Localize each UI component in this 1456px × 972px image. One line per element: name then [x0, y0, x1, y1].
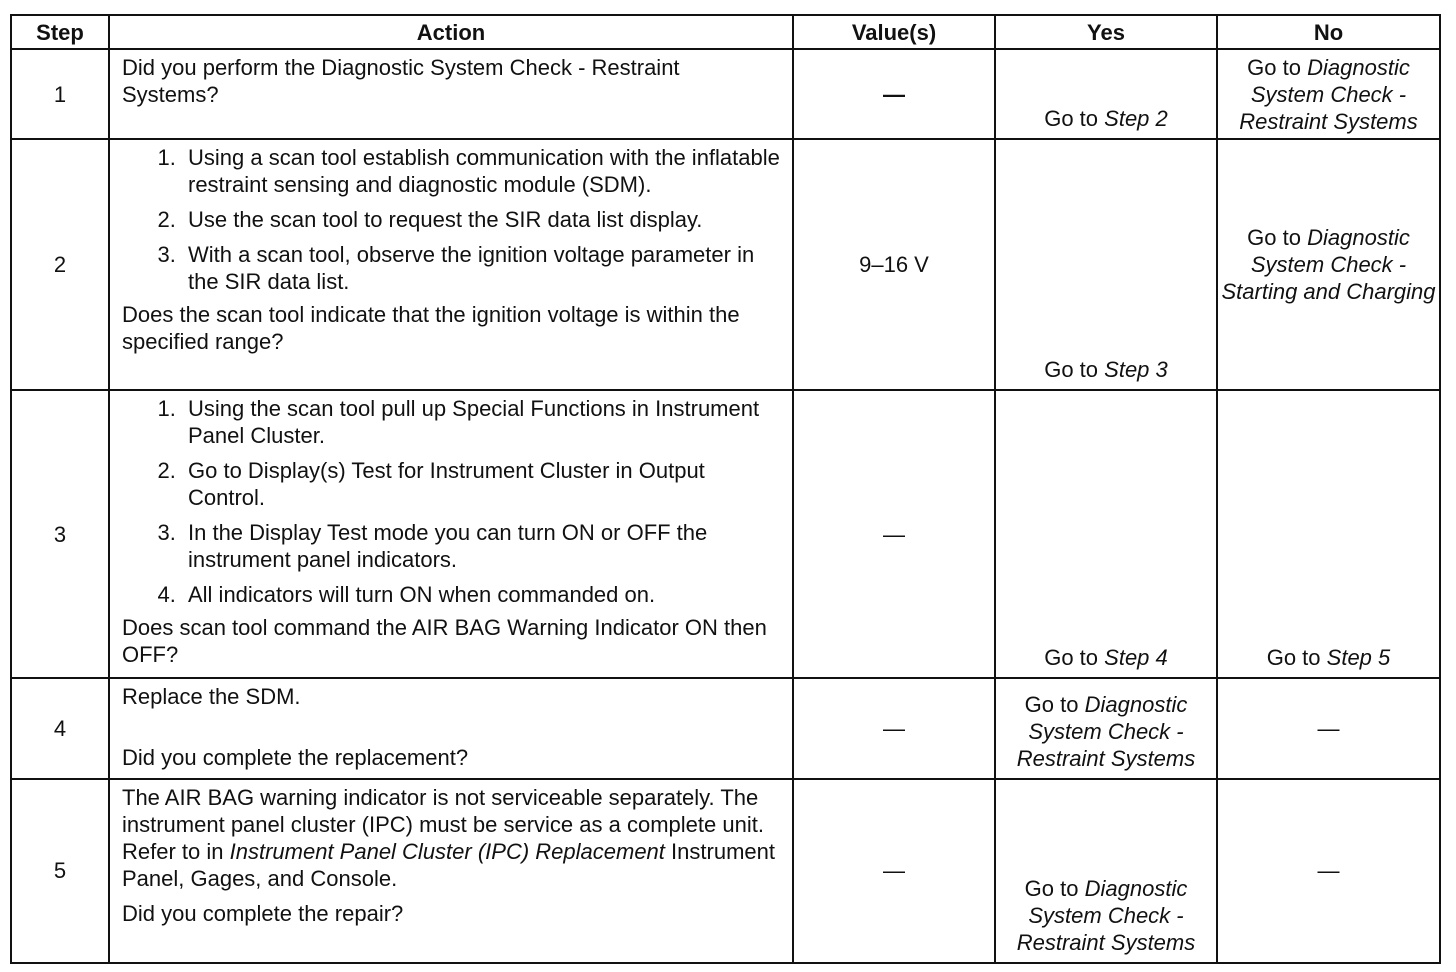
step-number: 3 — [11, 390, 109, 679]
header-values: Value(s) — [793, 15, 995, 49]
yes-prefix: Go to — [1024, 691, 1079, 717]
list-item: 1. Using a scan tool establish communication with the inflatable restraint sensing and diagnostic module (SDM). — [182, 144, 780, 198]
no-cell[interactable] — [1217, 139, 1440, 390]
action-reference[interactable]: Instrument Panel Cluster (IPC) Replacement — [229, 838, 665, 864]
list-item: 3. In the Display Test mode you can turn ON or OFF the instrument panel indicators. — [182, 519, 780, 573]
value-cell — [793, 678, 995, 778]
table-row-step-4 — [11, 678, 1440, 778]
yes-cell[interactable] — [995, 139, 1217, 390]
step-number: 1 — [11, 49, 109, 139]
action-cell — [109, 139, 793, 390]
table-row-step-3 — [11, 390, 1440, 679]
no-cell — [1217, 779, 1440, 963]
action-question: Does the scan tool indicate that the ignition voltage is within the specified range? — [122, 302, 740, 355]
step-number: 4 — [11, 678, 109, 778]
no-link[interactable]: Diagnostic System Check - Restraint Systems — [1239, 55, 1418, 134]
yes-cell[interactable] — [995, 779, 1217, 963]
no-prefix: Go to — [1247, 55, 1301, 80]
table-row-step-1 — [11, 49, 1440, 139]
yes-prefix: Go to — [1044, 356, 1099, 382]
value-text: — — [883, 521, 905, 547]
value-text: — — [883, 81, 905, 107]
diagnostic-table — [10, 14, 1441, 964]
yes-prefix: Go to — [1044, 645, 1099, 671]
action-steps-list — [122, 395, 780, 608]
action-steps-list — [122, 144, 780, 295]
no-cell — [1217, 678, 1440, 778]
table-row-step-5 — [11, 779, 1440, 963]
yes-link[interactable]: Diagnostic System Check - Restraint Systems — [1016, 691, 1196, 771]
header-no: No — [1217, 15, 1440, 49]
action-question: Did you complete the repair? — [122, 900, 404, 926]
yes-link[interactable]: Step 2 — [1104, 106, 1168, 132]
list-item: 2. Use the scan tool to request the SIR data list display. — [182, 206, 780, 233]
action-cell — [109, 390, 793, 679]
yes-link[interactable]: Diagnostic System Check - Restraint Systems — [1016, 876, 1196, 955]
table-row-step-2 — [11, 139, 1440, 390]
no-prefix: Go to — [1247, 224, 1301, 250]
header-step: Step — [11, 15, 109, 49]
action-tail: Instrument Panel, Gages, and Console. — [122, 838, 775, 891]
list-item: 4. All indicators will turn ON when commanded on. — [182, 581, 780, 608]
header-yes: Yes — [995, 15, 1217, 49]
step-number: 5 — [11, 779, 109, 963]
value-text: — — [883, 858, 905, 884]
header-row — [11, 15, 1440, 49]
action-question: Does scan tool command the AIR BAG Warning Indicator ON then OFF? — [122, 614, 767, 667]
yes-prefix: Go to — [1024, 876, 1079, 901]
action-text: Did you perform the Diagnostic System Check - Restraint Systems? — [122, 55, 680, 107]
list-item: 3. With a scan tool, observe the ignition voltage parameter in the SIR data list. — [182, 241, 780, 295]
value-cell — [793, 49, 995, 139]
value-cell — [793, 139, 995, 390]
action-cell — [109, 49, 793, 139]
value-cell — [793, 390, 995, 679]
no-cell[interactable] — [1217, 49, 1440, 139]
no-text: — — [1317, 715, 1340, 741]
action-question: Did you complete the replacement? — [122, 745, 469, 771]
value-text: 9–16 V — [859, 251, 929, 277]
step-number: 2 — [11, 139, 109, 390]
action-lead: The AIR BAG warning indicator is not serviceable separately. The instrument panel cluster (IPC) must be service as a complete unit. Refer to in — [122, 784, 764, 864]
diagnostic-table-sheet — [10, 14, 1439, 964]
yes-cell[interactable] — [995, 678, 1217, 778]
list-item: 2. Go to Display(s) Test for Instrument Cluster in Output Control. — [182, 457, 780, 511]
action-cell — [109, 779, 793, 963]
no-link[interactable]: Step 5 — [1326, 645, 1391, 671]
value-text: — — [883, 715, 905, 741]
list-item: 1. Using the scan tool pull up Special Functions in Instrument Panel Cluster. — [182, 395, 780, 449]
action-text — [122, 784, 780, 892]
yes-link[interactable]: Step 3 — [1104, 356, 1168, 382]
yes-link[interactable]: Step 4 — [1104, 645, 1168, 671]
no-cell[interactable] — [1217, 390, 1440, 679]
no-link[interactable]: Diagnostic System Check - Starting and Charging — [1221, 224, 1436, 304]
action-cell — [109, 678, 793, 778]
yes-prefix: Go to — [1044, 106, 1099, 132]
no-prefix: Go to — [1266, 645, 1321, 671]
yes-cell[interactable] — [995, 49, 1217, 139]
action-text: Replace the SDM. — [122, 684, 301, 710]
no-text: — — [1317, 858, 1340, 884]
yes-cell[interactable] — [995, 390, 1217, 679]
header-action: Action — [109, 15, 793, 49]
value-cell — [793, 779, 995, 963]
